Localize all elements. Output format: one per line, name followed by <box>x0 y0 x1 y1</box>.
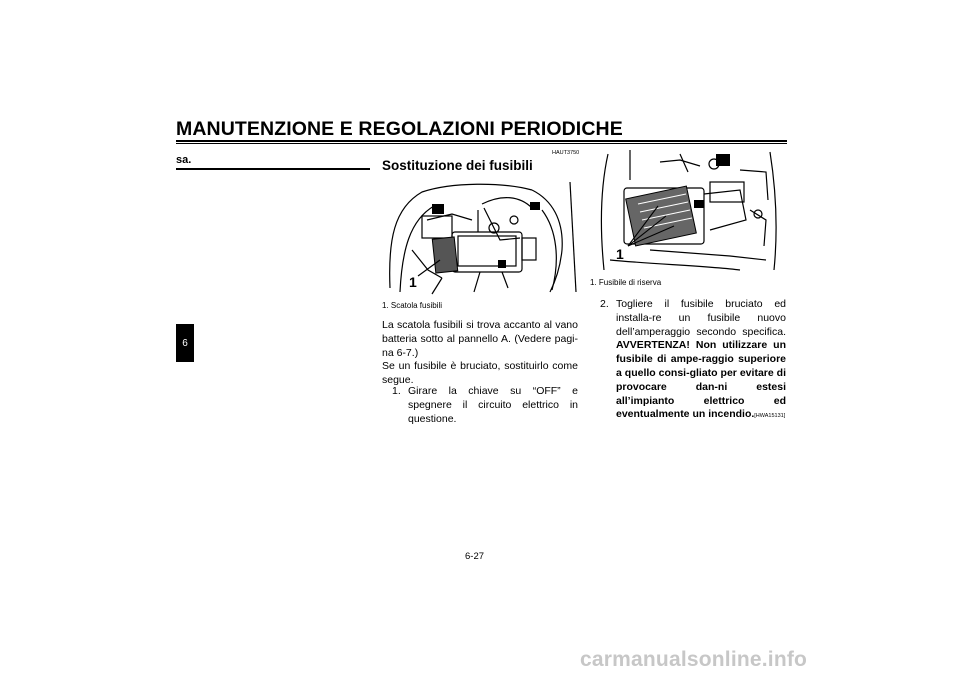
left-column-rule <box>176 168 370 170</box>
step-2-instruction: Togliere il fusibile bruciato ed installa-re un fusibile nuovo dell’amperaggio secondo specifica. <box>616 298 786 338</box>
header-rule <box>176 140 787 142</box>
paragraph-replace-intro: Se un fusibile è bruciato, sostituirlo come segue. <box>382 360 578 386</box>
header-rule-thin <box>176 143 787 144</box>
spare-fuse-callout: 1 <box>616 246 624 262</box>
chapter-tab: 6 <box>176 324 194 362</box>
warning-code: [HWA15131] <box>754 413 786 420</box>
step-1-number: 1. <box>392 385 401 397</box>
spare-fuse-photo <box>590 150 786 274</box>
section-title: Sostituzione dei fusibili <box>382 158 533 173</box>
fuse-box-photo <box>382 180 578 298</box>
figure1-caption: 1. Scatola fusibili <box>382 301 443 310</box>
step-2-number: 2. <box>600 298 609 310</box>
section-code: HAUT3750 <box>552 150 580 156</box>
step-2-text <box>616 298 786 424</box>
step-1 <box>392 385 578 425</box>
watermark: carmanualsonline.info <box>580 648 808 671</box>
page-header-title: MANUTENZIONE E REGOLAZIONI PERIODICHE <box>176 118 623 140</box>
step-2 <box>600 298 786 421</box>
fuse-box-callout: 1 <box>409 274 417 290</box>
paragraph-fuse-location: La scatola fusibili si trova accanto al vano batteria sotto al pannello A. (Vedere pagi-na 6-7.) <box>382 319 578 359</box>
step-2-warning: AVVERTENZA! Non utilizzare un fusibile di ampe-raggio superiore a quello consi-gliato per evitare di provocare dan-ni estesi all’impianto elettrico ed eventualmente un incendio. <box>616 339 786 421</box>
page-number: 6-27 <box>465 551 485 562</box>
figure2-caption: 1. Fusibile di riserva <box>590 278 662 287</box>
step-1-text: Girare la chiave su “OFF” e spegnere il circuito elettrico in questione. <box>408 385 578 425</box>
left-column-fragment: sa. <box>176 154 192 166</box>
